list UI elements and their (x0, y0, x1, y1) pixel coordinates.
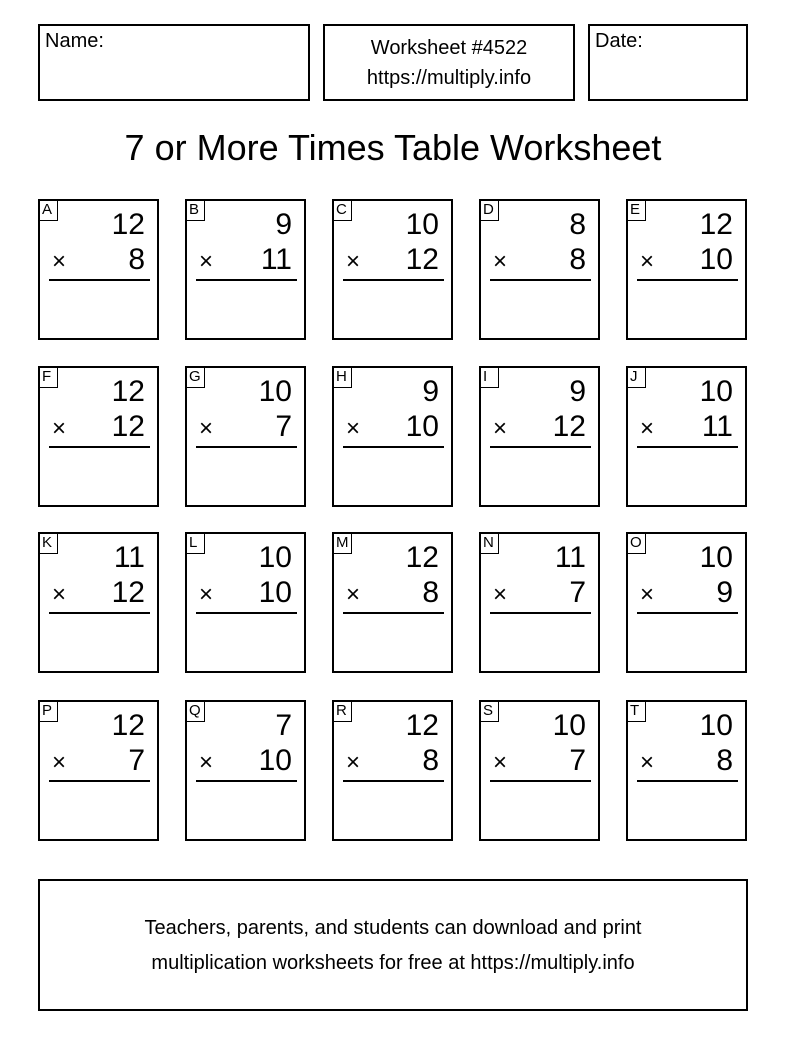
footer-line-1: Teachers, parents, and students can download and print (144, 917, 642, 939)
times-sign: × (640, 415, 655, 442)
problem-card[interactable] (332, 532, 453, 673)
problem-letter: D (479, 199, 499, 221)
problem-card[interactable] (185, 532, 306, 673)
times-sign: × (346, 248, 361, 275)
times-sign: × (493, 749, 508, 776)
problem-letter: E (626, 199, 646, 221)
multiplicand: 12 (405, 709, 439, 742)
times-sign: × (199, 415, 214, 442)
problem-card[interactable] (185, 700, 306, 841)
times-sign: × (493, 248, 508, 275)
answer-line (196, 780, 297, 782)
times-sign: × (346, 415, 361, 442)
answer-line (490, 446, 591, 448)
answer-line (637, 279, 738, 281)
multiplicand: 12 (111, 375, 145, 408)
problem-letter: A (38, 199, 58, 221)
problem-card[interactable] (479, 700, 600, 841)
answer-line (490, 612, 591, 614)
answer-line (637, 446, 738, 448)
answer-line (637, 780, 738, 782)
page-title: 7 or More Times Table Worksheet (124, 127, 662, 168)
answer-line (490, 780, 591, 782)
multiplier: 7 (569, 744, 586, 777)
problem-letter: Q (185, 700, 205, 722)
problem-card[interactable] (185, 199, 306, 340)
multiplicand: 12 (111, 709, 145, 742)
problem-card[interactable] (626, 366, 747, 507)
multiplier: 7 (569, 576, 586, 609)
times-sign: × (346, 581, 361, 608)
times-sign: × (493, 415, 508, 442)
answer-line (49, 612, 150, 614)
problem-card[interactable] (332, 199, 453, 340)
date-box[interactable] (588, 24, 748, 101)
problem-card[interactable] (479, 199, 600, 340)
answer-line (343, 279, 444, 281)
multiplier: 10 (258, 744, 292, 777)
problem-letter: C (332, 199, 352, 221)
multiplier: 8 (128, 243, 145, 276)
problem-letter: H (332, 366, 352, 388)
problem-letter: S (479, 700, 499, 722)
multiplier: 12 (552, 410, 586, 443)
footer-line-2: multiplication worksheets for free at https://multiply.info (151, 952, 635, 974)
answer-line (343, 446, 444, 448)
multiplicand: 8 (569, 208, 586, 241)
date-label: Date: (595, 30, 643, 52)
multiplicand: 12 (699, 208, 733, 241)
problem-letter: O (626, 532, 646, 554)
multiplier: 12 (405, 243, 439, 276)
answer-line (196, 279, 297, 281)
problem-card[interactable] (626, 532, 747, 673)
multiplicand: 10 (699, 541, 733, 574)
name-label: Name: (45, 30, 104, 52)
problem-card[interactable] (479, 532, 600, 673)
answer-line (343, 612, 444, 614)
problem-card[interactable] (479, 366, 600, 507)
problem-card[interactable] (38, 700, 159, 841)
multiplier: 7 (275, 410, 292, 443)
multiplicand: 11 (113, 541, 145, 574)
worksheet-info-box (323, 24, 575, 101)
answer-line (196, 446, 297, 448)
problem-letter: B (185, 199, 205, 221)
multiplier: 7 (128, 744, 145, 777)
multiplier: 8 (716, 744, 733, 777)
times-sign: × (199, 581, 214, 608)
answer-line (343, 780, 444, 782)
multiplier: 8 (422, 576, 439, 609)
problem-card[interactable] (332, 700, 453, 841)
answer-line (49, 780, 150, 782)
problem-card[interactable] (626, 700, 747, 841)
answer-line (490, 279, 591, 281)
multiplier: 10 (405, 410, 439, 443)
multiplier: 10 (258, 576, 292, 609)
name-box[interactable] (38, 24, 310, 101)
multiplicand: 9 (422, 375, 439, 408)
multiplier: 12 (111, 576, 145, 609)
multiplicand: 10 (258, 375, 292, 408)
problem-card[interactable] (332, 366, 453, 507)
answer-line (49, 446, 150, 448)
answer-line (49, 279, 150, 281)
problem-card[interactable] (38, 199, 159, 340)
times-sign: × (52, 415, 67, 442)
problem-letter: R (332, 700, 352, 722)
times-sign: × (640, 581, 655, 608)
multiplier: 8 (422, 744, 439, 777)
multiplier: 11 (260, 243, 292, 276)
problem-letter: T (626, 700, 646, 722)
problem-card[interactable] (626, 199, 747, 340)
multiplicand: 10 (552, 709, 586, 742)
times-sign: × (493, 581, 508, 608)
problem-letter: F (38, 366, 58, 388)
multiplicand: 10 (699, 375, 733, 408)
multiplier: 11 (701, 410, 733, 443)
multiplicand: 10 (258, 541, 292, 574)
footer-box (38, 879, 748, 1011)
problem-letter: I (479, 366, 499, 388)
multiplier: 10 (699, 243, 733, 276)
times-sign: × (52, 749, 67, 776)
times-sign: × (52, 248, 67, 275)
multiplier: 9 (716, 576, 733, 609)
problem-letter: M (332, 532, 352, 554)
times-sign: × (640, 749, 655, 776)
multiplicand: 9 (275, 208, 292, 241)
problem-card[interactable] (38, 532, 159, 673)
answer-line (196, 612, 297, 614)
problem-letter: P (38, 700, 58, 722)
problem-card[interactable] (185, 366, 306, 507)
times-sign: × (199, 749, 214, 776)
multiplicand: 10 (699, 709, 733, 742)
times-sign: × (640, 248, 655, 275)
problem-card[interactable] (38, 366, 159, 507)
website-url: https://multiply.info (366, 67, 532, 89)
multiplier: 8 (569, 243, 586, 276)
times-sign: × (346, 749, 361, 776)
multiplicand: 11 (554, 541, 586, 574)
problem-letter: L (185, 532, 205, 554)
problem-letter: G (185, 366, 205, 388)
times-sign: × (52, 581, 67, 608)
multiplicand: 9 (569, 375, 586, 408)
multiplier: 12 (111, 410, 145, 443)
worksheet-number: Worksheet #4522 (370, 37, 528, 59)
problem-letter: N (479, 532, 499, 554)
answer-line (637, 612, 738, 614)
problem-letter: K (38, 532, 58, 554)
multiplicand: 12 (111, 208, 145, 241)
multiplicand: 10 (405, 208, 439, 241)
multiplicand: 7 (275, 709, 292, 742)
times-sign: × (199, 248, 214, 275)
multiplicand: 12 (405, 541, 439, 574)
problem-letter: J (626, 366, 646, 388)
